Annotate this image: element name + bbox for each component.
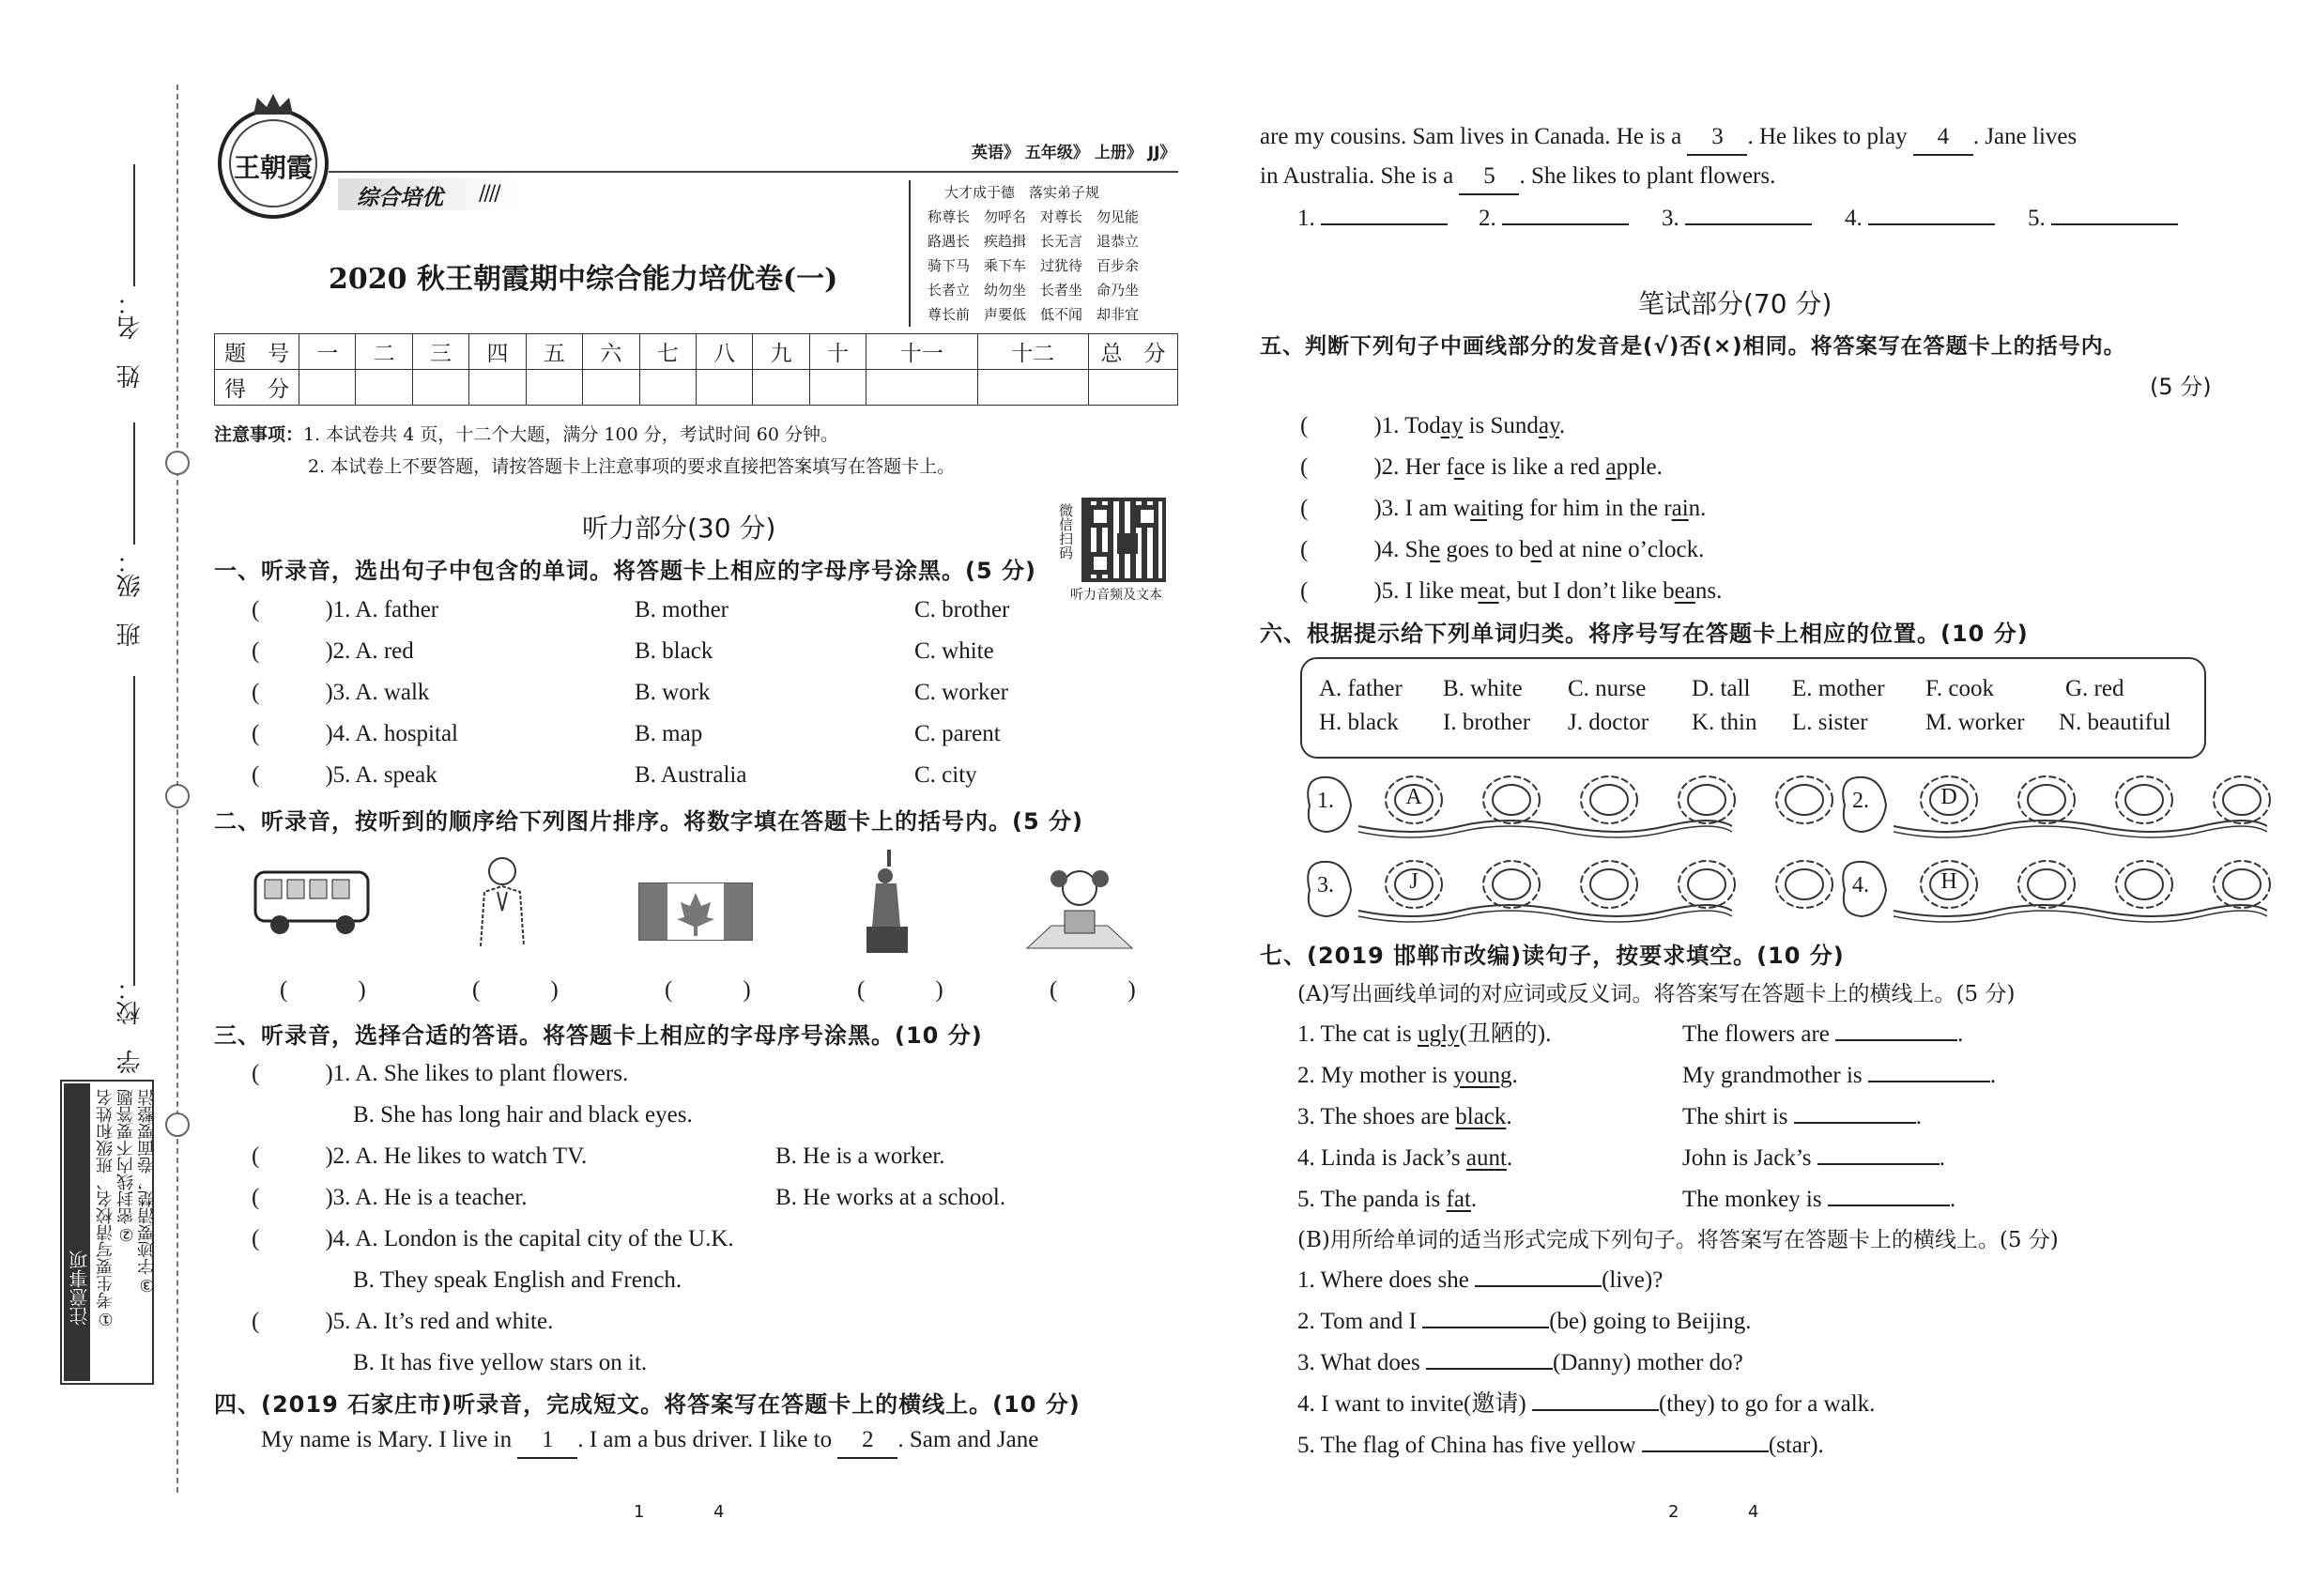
slash-decoration: ////: [479, 182, 499, 206]
class-line: [133, 422, 135, 545]
school-line: [133, 676, 135, 986]
score-cell[interactable]: [526, 370, 582, 406]
answer-blank[interactable]: [1817, 1163, 1940, 1165]
passage-text: . She likes to plant flowers.: [1519, 163, 1776, 189]
written-title: 笔试部分(70 分): [1638, 288, 1832, 319]
tag: JJ: [1147, 144, 1160, 162]
section-4-title: 四、(2019 石家庄市)听录音，完成短文。将答案写在答题卡上的横线上。(10 分): [214, 1391, 1081, 1418]
passage-text: in Australia. She is a: [1260, 163, 1454, 189]
score-cell[interactable]: [469, 370, 526, 406]
doctor-icon: [469, 854, 535, 948]
question-row: ( )5. A. speak: [252, 762, 437, 788]
proverb-line: 尊长前 声要低 低不闻 却非宜: [928, 306, 1140, 323]
score-header-cell: 七: [639, 334, 696, 370]
question-row: 3. What does (Danny) mother do?: [1297, 1350, 1743, 1375]
answer-row: The shirt is .: [1682, 1104, 1922, 1129]
school-label: 学 校：: [116, 976, 145, 1074]
answer-line: [1479, 202, 1629, 236]
notice-item: ①考生要写清校名、班级和姓名: [96, 1089, 115, 1328]
notes-line: 2. 本试卷上不要答题，请按答题卡上注意事项的要求直接把答案填写在答题卡上。: [308, 456, 956, 477]
word: L. sister: [1792, 710, 1868, 735]
score-header-cell: 三: [412, 334, 468, 370]
proverb-line: 骑下马 乘下车 过犹待 百步余: [928, 257, 1140, 274]
section-7a-title: (A)写出画线单词的对应词或反义词。将答案写在答题卡上的横线上。(5 分): [1297, 982, 2016, 1006]
question-row: 4. Linda is Jack’s aunt.: [1297, 1145, 1513, 1171]
section-6-title: 六、根据提示给下列单词归类。将序号写在答题卡上相应的位置。(10 分): [1260, 621, 2029, 647]
qr-caption: 听力音频及文本: [1070, 588, 1162, 603]
answer-blank[interactable]: [1685, 223, 1812, 225]
score-header-cell: 六: [583, 334, 639, 370]
category-group: [1300, 768, 1732, 843]
answer-num: 2.: [1479, 206, 1496, 231]
option-c[interactable]: C. parent: [914, 721, 1001, 746]
answer-row: My grandmother is .: [1682, 1063, 1997, 1088]
page-total: 4: [1748, 1502, 1759, 1522]
flower-letter: J: [1409, 869, 1418, 894]
page-number: 2: [1668, 1502, 1679, 1522]
option-a[interactable]: )5. A. speak: [325, 762, 437, 788]
question-row: 3. The shoes are black.: [1297, 1104, 1512, 1129]
option-b[interactable]: B. map: [635, 721, 703, 746]
section-7-title: 七、(2019 邯郸市改编)读句子，按要求填空。(10 分): [1260, 943, 1845, 969]
section-5-score: (5 分): [2150, 374, 2212, 400]
score-header-cell: 八: [696, 334, 752, 370]
option-b[interactable]: B. They speak English and French.: [353, 1267, 682, 1293]
option-a[interactable]: )3. A. He is a teacher.: [325, 1185, 528, 1210]
question-row: 1. Where does she (live)?: [1297, 1267, 1664, 1293]
section-1-title: 一、听录音，选出句子中包含的单词。将答题卡上相应的字母序号涂黑。(5 分): [214, 558, 1036, 584]
notes: [214, 419, 955, 483]
answer-blank[interactable]: [2051, 223, 2178, 225]
answer-blank[interactable]: [1642, 1450, 1769, 1452]
statue-of-liberty-icon: [859, 850, 915, 955]
answer-paren[interactable]: ( ): [857, 977, 943, 1003]
group-label: 2.: [1852, 789, 1869, 813]
flower-blank[interactable]: [1480, 774, 1542, 826]
passage-line: [1260, 160, 1775, 195]
option-c[interactable]: C. worker: [914, 680, 1008, 705]
answer-blank[interactable]: [1835, 1039, 1957, 1041]
crown-icon: [252, 92, 295, 116]
word: A. father: [1319, 676, 1403, 701]
score-header-cell: 题 号: [215, 334, 299, 370]
flower-letter: A: [1405, 785, 1422, 809]
answer-blank[interactable]: [1868, 1081, 1990, 1082]
answer-num: 4.: [1845, 206, 1863, 231]
option-a[interactable]: )5. A. It’s red and white.: [325, 1309, 554, 1334]
score-row-label: 得 分: [215, 370, 299, 406]
question-row: ( )3. I am waiting for him in the rain.: [1300, 496, 1707, 521]
question-row: ( )4. She goes to bed at nine o’clock.: [1300, 537, 1705, 562]
word: I. brother: [1443, 710, 1531, 735]
flower-blank[interactable]: [2113, 858, 2175, 911]
question-row: 4. I want to invite(邀请) (they) to go for a walk.: [1297, 1391, 1876, 1417]
question-row: 2. My mother is young.: [1297, 1063, 1518, 1088]
binding-hole: [165, 784, 190, 808]
section-3-title: 三、听录音，选择合适的答语。将答题卡上相应的字母序号涂黑。(10 分): [214, 1022, 983, 1049]
category-group: [1300, 852, 1732, 928]
score-header-cell: 十: [809, 334, 866, 370]
answer-blank[interactable]: [1794, 1122, 1916, 1124]
flower-blank[interactable]: [1773, 774, 1835, 826]
flower-blank[interactable]: [1918, 774, 1980, 826]
page-number: 1: [634, 1502, 645, 1522]
score-cell[interactable]: [753, 370, 809, 406]
class-label: 班 级：: [116, 549, 145, 647]
answer-blank[interactable]: [1422, 1327, 1549, 1328]
answer-row: The flowers are .: [1682, 1021, 1964, 1047]
answer-line: [1662, 202, 1812, 236]
score-header-cell: 九: [753, 334, 809, 370]
name-label: 姓 名：: [116, 291, 145, 389]
passage-line: [1260, 120, 2077, 156]
flower-blank[interactable]: [2211, 858, 2273, 911]
answer-paren[interactable]: ( ): [280, 977, 366, 1003]
option-a[interactable]: )1. A. She likes to plant flowers.: [325, 1061, 629, 1086]
question-row: ( )3. A. walk: [252, 680, 430, 705]
flower-blank[interactable]: [2016, 774, 2078, 826]
passage-text: My name is Mary. I live in: [261, 1427, 513, 1452]
option-b[interactable]: B. Australia: [635, 762, 747, 788]
question-row: 2. Tom and I (be) going to Beijing.: [1297, 1309, 1752, 1334]
word: M. worker: [1925, 710, 2025, 735]
word: F. cook: [1925, 676, 1994, 701]
answer-blank[interactable]: [1502, 223, 1629, 225]
word: E. mother: [1792, 676, 1885, 701]
word: H. black: [1319, 710, 1399, 735]
notes-label: 注意事项：: [214, 424, 304, 445]
score-cell[interactable]: [583, 370, 639, 406]
blank-1[interactable]: 1: [517, 1423, 577, 1459]
option-a[interactable]: )1. A. father: [325, 597, 439, 622]
proverb-line: 长者立 幼勿坐 长者坐 命乃坐: [928, 282, 1140, 299]
score-header-cell: 十二: [977, 334, 1088, 370]
word: K. thin: [1692, 710, 1757, 735]
word: N. beautiful: [2059, 710, 2171, 735]
score-cell[interactable]: [299, 370, 356, 406]
answer-row: The monkey is .: [1682, 1187, 1956, 1212]
score-header-cell: 一: [299, 334, 356, 370]
answer-num: 1.: [1297, 206, 1315, 231]
answer-paren[interactable]: ( ): [472, 977, 559, 1003]
flower-letter: H: [1940, 869, 1957, 894]
answer-paren[interactable]: ( ): [1050, 977, 1136, 1003]
option-b[interactable]: B. He works at a school.: [775, 1185, 1006, 1210]
answer-num: 5.: [2028, 206, 2046, 231]
answer-blank[interactable]: [1426, 1368, 1553, 1370]
option-b[interactable]: B. black: [635, 638, 713, 664]
answer-blank[interactable]: [1321, 223, 1448, 225]
qr-code: [1081, 498, 1166, 582]
score-header-cell: 四: [469, 334, 526, 370]
flower-blank[interactable]: [2113, 774, 2175, 826]
category-group: [1835, 768, 2267, 843]
score-cell[interactable]: [412, 370, 468, 406]
qr-side-text: 微信扫码: [1057, 503, 1074, 560]
header-rule: [329, 171, 1178, 173]
option-a[interactable]: )4. A. London is the capital city of the U.K.: [325, 1226, 734, 1251]
proverb-block: [909, 180, 1181, 327]
listening-title: 听力部分(30 分): [582, 513, 776, 544]
banner: [338, 178, 516, 210]
section-5-title: 五、判断下列句子中画线部分的发音是(√)否(×)相同。将答案写在答题卡上的括号内。: [1260, 334, 2126, 359]
question-row: ( )1. Today is Sunday.: [1300, 413, 1566, 438]
notice-item: ②密封线内不要答题: [116, 1089, 136, 1244]
score-header-cell: 总 分: [1089, 334, 1178, 370]
option-c[interactable]: C. brother: [914, 597, 1010, 622]
tag: 五年级: [1024, 144, 1073, 162]
option-b[interactable]: B. She has long hair and black eyes.: [353, 1102, 693, 1128]
answer-line: [1297, 202, 1448, 236]
passage-text: . He likes to play: [1747, 124, 1908, 149]
section-7b-title: (B)用所给单词的适当形式完成下列句子。将答案写在答题卡上的横线上。(5 分): [1297, 1228, 2059, 1252]
flower-blank[interactable]: [1383, 858, 1445, 911]
flower-blank[interactable]: [2016, 858, 2078, 911]
tag: 上册: [1094, 144, 1127, 162]
blank-3[interactable]: 3: [1687, 120, 1747, 156]
passage-text: . I am a bus driver. I like to: [577, 1427, 833, 1452]
flower-letter: D: [1940, 785, 1957, 809]
binding-notice: [60, 1080, 157, 1385]
binding-hole: [165, 1113, 190, 1137]
question-row: ( )2. A. red: [252, 638, 414, 664]
answer-num: 3.: [1662, 206, 1679, 231]
question-row: ( )3. A. He is a teacher.: [252, 1185, 528, 1210]
proverb-top: 大才成于德 落实弟子规: [944, 184, 1100, 201]
score-header-cell: 二: [356, 334, 412, 370]
score-cell[interactable]: [866, 370, 977, 406]
notice-title: 注意事项: [69, 1251, 91, 1326]
group-label: 4.: [1852, 873, 1869, 898]
girl-reading-icon: [1023, 864, 1136, 954]
bus-icon: [252, 868, 374, 936]
answer-blank[interactable]: [1532, 1409, 1659, 1411]
question-row: ( )2. A. He likes to watch TV.: [252, 1143, 588, 1169]
passage-text: . Sam and Jane: [897, 1427, 1039, 1452]
group-label: 1.: [1317, 789, 1334, 813]
word: J. doctor: [1568, 710, 1649, 735]
blank-2[interactable]: 2: [837, 1423, 897, 1459]
flower-blank[interactable]: [1383, 774, 1445, 826]
word: G. red: [2065, 676, 2124, 701]
option-c[interactable]: C. city: [914, 762, 977, 788]
score-cell[interactable]: [639, 370, 696, 406]
flower-blank[interactable]: [1773, 858, 1835, 911]
answer-paren[interactable]: ( ): [665, 977, 751, 1003]
answer-line: [1845, 202, 1995, 236]
proverb-line: 路遇长 疾趋揖 长无言 退恭立: [928, 233, 1140, 250]
blank-4[interactable]: 4: [1913, 120, 1973, 156]
score-cell[interactable]: [1089, 370, 1178, 406]
option-b[interactable]: B. He is a worker.: [775, 1143, 945, 1169]
notice-item: ③字迹要清楚，卷面要整洁: [137, 1089, 157, 1295]
question-row: 5. The panda is fat.: [1297, 1187, 1478, 1212]
page-title: 2020 秋王朝霞期中综合能力培优卷(一): [329, 263, 838, 296]
subject-tags: 英语》 五年级》 上册》 JJ》: [972, 144, 1176, 162]
page-total: 4: [713, 1502, 725, 1522]
word-bank: [1300, 657, 2206, 759]
flower-blank[interactable]: [1676, 858, 1738, 911]
canada-flag-icon: [638, 882, 753, 941]
option-b[interactable]: B. work: [635, 680, 711, 705]
passage-line: [261, 1423, 1038, 1459]
blank-5[interactable]: 5: [1459, 160, 1519, 195]
option-b[interactable]: B. mother: [635, 597, 728, 622]
flower-blank[interactable]: [1918, 858, 1980, 911]
question-row: ( )4. A. hospital: [252, 721, 458, 746]
word: B. white: [1443, 676, 1523, 701]
option-a[interactable]: )2. A. He likes to watch TV.: [325, 1143, 588, 1169]
score-cell[interactable]: [977, 370, 1088, 406]
flower-blank[interactable]: [1676, 774, 1738, 826]
banner-text: 综合培优: [357, 186, 443, 210]
flower-blank[interactable]: [2211, 774, 2273, 826]
logo-seal: [218, 108, 329, 219]
word: D. tall: [1692, 676, 1751, 701]
proverb-line: 称尊长 勿呼名 对尊长 勿见能: [928, 208, 1140, 225]
notes-line: 1. 本试卷共 4 页，十二个大题，满分 100 分，考试时间 60 分钟。: [303, 424, 838, 445]
option-a[interactable]: )2. A. red: [325, 638, 414, 664]
option-c[interactable]: C. white: [914, 638, 994, 664]
flower-blank[interactable]: [1578, 774, 1640, 826]
question-row: 1. The cat is ugly(丑陋的).: [1297, 1021, 1552, 1047]
flower-blank[interactable]: [1480, 858, 1542, 911]
passage-text: . Jane lives: [1972, 124, 2078, 149]
answer-row: John is Jack’s .: [1682, 1145, 1945, 1171]
score-header-cell: 十一: [866, 334, 977, 370]
question-row: ( )4. A. London is the capital city of the U.K.: [252, 1226, 734, 1251]
score-header-cell: 五: [526, 334, 582, 370]
score-cell[interactable]: [809, 370, 866, 406]
option-a[interactable]: )3. A. walk: [325, 680, 430, 705]
tag: 英语: [972, 144, 1004, 162]
group-label: 3.: [1317, 873, 1334, 898]
name-line: [133, 164, 135, 286]
binding-hole: [165, 451, 190, 475]
question-row: 5. The flag of China has five yellow (star).: [1297, 1433, 1824, 1458]
answer-line: [2028, 202, 2178, 236]
score-table: [214, 333, 1178, 406]
flower-blank[interactable]: [1578, 858, 1640, 911]
question-row: ( )1. A. father: [252, 597, 439, 622]
question-row: ( )5. A. It’s red and white.: [252, 1309, 554, 1334]
category-group: [1835, 852, 2267, 928]
score-cell[interactable]: [696, 370, 752, 406]
option-a[interactable]: )4. A. hospital: [325, 721, 458, 746]
question-row: ( )1. A. She likes to plant flowers.: [252, 1061, 629, 1086]
option-b[interactable]: B. It has five yellow stars on it.: [353, 1350, 648, 1375]
question-row: ( )5. I like meat, but I don’t like beans.: [1300, 578, 1723, 604]
passage-text: are my cousins. Sam lives in Canada. He is a: [1260, 124, 1682, 149]
answer-blank[interactable]: [1475, 1285, 1602, 1287]
word: C. nurse: [1568, 676, 1647, 701]
score-cell[interactable]: [356, 370, 412, 406]
question-row: ( )2. Her face is like a red apple.: [1300, 454, 1663, 480]
answer-blank[interactable]: [1868, 223, 1995, 225]
answer-blank[interactable]: [1828, 1205, 1950, 1206]
logo-text: 王朝霞: [233, 152, 313, 183]
section-2-title: 二、听录音，按听到的顺序给下列图片排序。将数字填在答题卡上的括号内。(5 分): [214, 808, 1083, 835]
